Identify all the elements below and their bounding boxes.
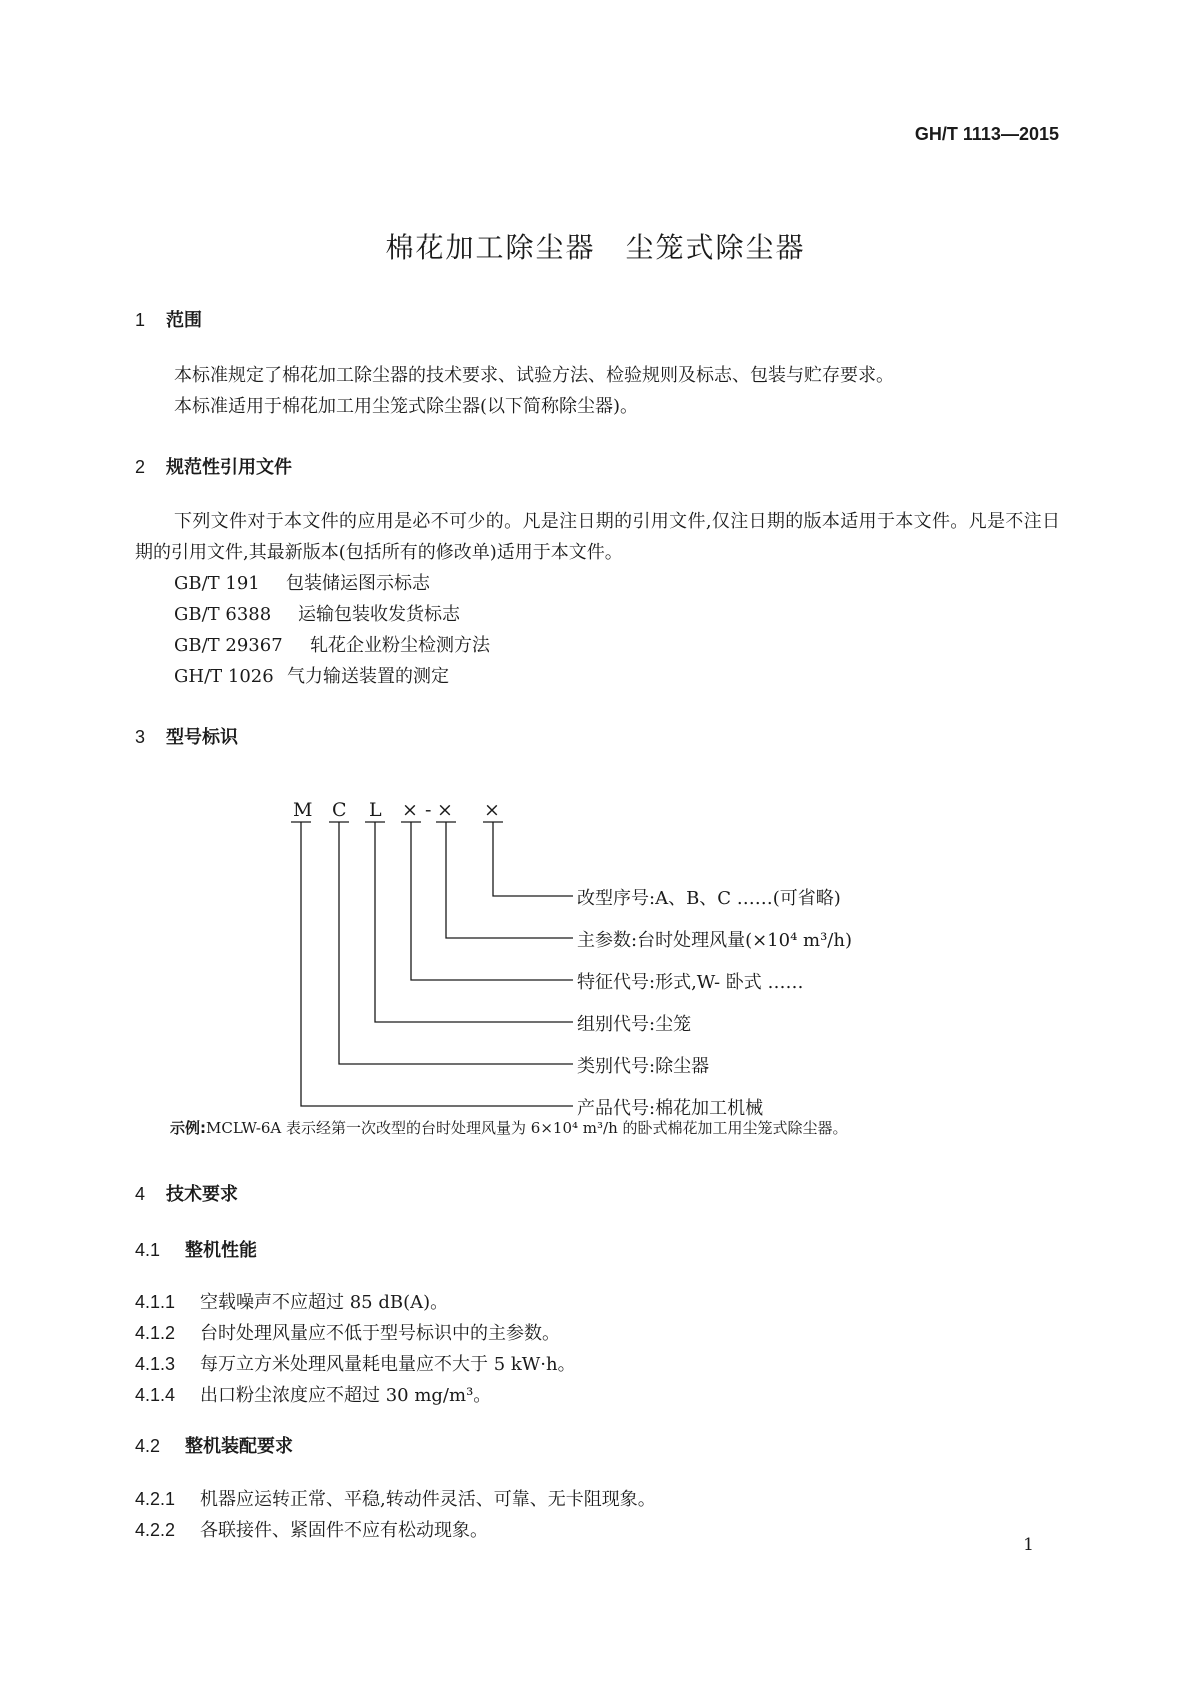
clause-item: [135, 1516, 488, 1542]
designation-x-main-param: ×: [437, 799, 453, 821]
label-group-code: 组别代号:尘笼: [577, 1014, 692, 1035]
reference-code: GB/T 191: [174, 573, 260, 594]
subsection-4-2-heading: [135, 1432, 293, 1458]
clause-item: [135, 1381, 491, 1407]
clause-item: [135, 1288, 448, 1314]
clause-text: 出口粉尘浓度应不超过 30 mg/m³。: [200, 1385, 492, 1406]
section-title: 型号标识: [166, 727, 238, 748]
reference-code: GH/T 1026: [174, 666, 274, 687]
section-number: 3: [135, 727, 146, 747]
reference-name: 气力输送装置的测定: [287, 666, 449, 687]
designation-hyphen: -: [425, 799, 432, 821]
example-note: [170, 1117, 848, 1138]
designation-letter-L: L: [369, 799, 382, 821]
clause-text: 台时处理风量应不低于型号标识中的主参数。: [200, 1323, 560, 1344]
designation-x-feature: ×: [402, 799, 418, 821]
section-1-paragraph-2: 本标准适用于棉花加工用尘笼式除尘器(以下简称除尘器)。: [174, 396, 639, 417]
subsection-number: 4.1: [135, 1240, 161, 1260]
clause-number: 4.2.2: [135, 1520, 176, 1540]
clause-number: 4.1.3: [135, 1354, 176, 1374]
label-main-parameter: 主参数:台时处理风量(×10⁴ m³/h): [577, 930, 852, 951]
section-number: 2: [135, 457, 146, 477]
clause-number: 4.1.1: [135, 1292, 176, 1312]
designation-x-revision: ×: [484, 799, 500, 821]
example-label: 示例:: [170, 1119, 206, 1137]
clause-number: 4.1.2: [135, 1323, 176, 1343]
designation-letter-C: C: [332, 799, 347, 821]
reference-name: 运输包装收发货标志: [298, 604, 460, 625]
reference-name: 包装储运图示标志: [286, 573, 430, 594]
subsection-4-1-heading: [135, 1236, 257, 1262]
label-product-code: 产品代号:棉花加工机械: [577, 1098, 764, 1119]
example-text: MCLW-6A 表示经第一次改型的台时处理风量为 6×10⁴ m³/h 的卧式棉花加工用尘笼式除尘器。: [206, 1119, 848, 1137]
clause-number: 4.2.1: [135, 1489, 176, 1509]
section-number: 1: [135, 310, 146, 330]
reference-name: 轧花企业粉尘检测方法: [310, 635, 490, 656]
clause-item: [135, 1350, 576, 1376]
section-1-paragraph-1: 本标准规定了棉花加工除尘器的技术要求、试验方法、检验规则及标志、包装与贮存要求。: [174, 365, 894, 386]
clause-text: 每万立方米处理风量耗电量应不大于 5 kW·h。: [200, 1354, 576, 1375]
clause-text: 机器应运转正常、平稳,转动件灵活、可靠、无卡阻现象。: [200, 1489, 656, 1510]
designation-letter-M: M: [293, 799, 313, 821]
label-category-code: 类别代号:除尘器: [577, 1056, 710, 1077]
section-title: 技术要求: [166, 1184, 238, 1205]
section-number: 4: [135, 1184, 146, 1204]
clause-item: [135, 1319, 560, 1345]
leader-line-category: [339, 822, 573, 1064]
clause-text: 空载噪声不应超过 85 dB(A)。: [200, 1292, 449, 1313]
clause-text: 各联接件、紧固件不应有松动现象。: [200, 1520, 488, 1541]
section-title: 范围: [166, 310, 202, 331]
clause-item: [135, 1485, 656, 1511]
section-title: 规范性引用文件: [166, 457, 292, 478]
section-2-paragraph: 下列文件对于本文件的应用是必不可少的。凡是注日期的引用文件,仅注日期的版本适用于本文件。凡是不注日期的引用文件,其最新版本(包括所有的修改单)适用于本文件。: [135, 511, 1060, 563]
document-title: 棉花加工除尘器 尘笼式除尘器: [385, 231, 806, 264]
leader-line-revision: [493, 822, 573, 896]
section-4-heading: [135, 1180, 238, 1206]
page-number: 1: [1023, 1535, 1034, 1555]
subsection-title: 整机性能: [185, 1240, 257, 1261]
clause-number: 4.1.4: [135, 1385, 176, 1405]
subsection-number: 4.2: [135, 1436, 161, 1456]
reference-code: GB/T 6388: [174, 604, 272, 625]
reference-code: GB/T 29367: [174, 635, 283, 656]
label-revision-number: 改型序号:A、B、C ……(可省略): [577, 888, 841, 909]
leader-line-feature: [411, 822, 573, 980]
subsection-title: 整机装配要求: [185, 1436, 293, 1457]
leader-line-main-param: [446, 822, 573, 938]
leader-line-group: [375, 822, 573, 1022]
label-feature-code: 特征代号:形式,W- 卧式 ……: [577, 972, 804, 993]
standard-code: GH/T 1113—2015: [914, 124, 1059, 144]
